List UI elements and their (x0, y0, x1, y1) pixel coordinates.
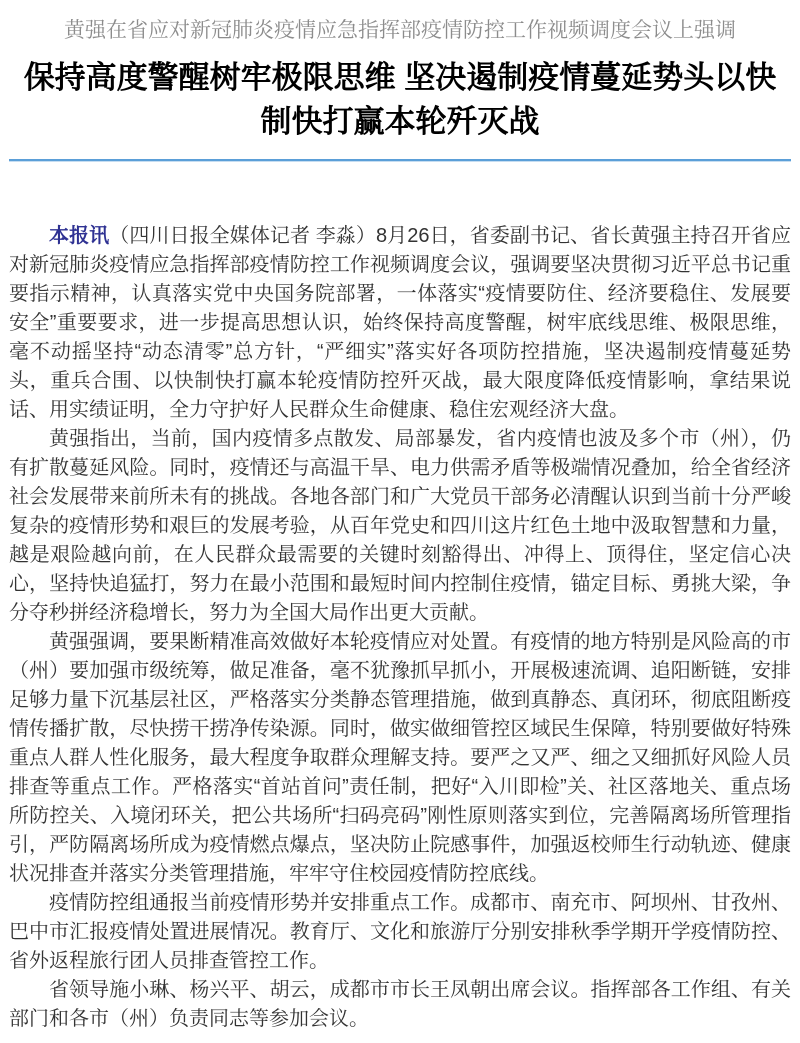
paragraph: 黄强强调，要果断精准高效做好本轮疫情应对处置。有疫情的地方特别是风险高的市（州）要加强市级统筹，做足准备，毫不犹豫抓早抓小，开展极速流调、追阳断链，安排足够力量下沉基层社区，严格落实分类静态管理措施，做到真静态、真闭环，彻底阻断疫情传播扩散，尽快捞干捞净传染源。同时，做实做细管控区域民生保障，特别要做好特殊重点人群人性化服务，最大程度争取群众理解支持。要严之又严、细之又细抓好风险人员排查等重点工作。严格落实“首站首问”责任制，把好“入川即检”关、社区落地关、重点场所防控关、入境闭环关，把公共场所“扫码亮码”刚性原则落实到位，完善隔离场所管理指引，严防隔离场所成为疫情燃点爆点，坚决防止院感事件，加强返校师生行动轨迹、健康状况排查并落实分类管理措施，牢牢守住校园疫情防控底线。 (9, 631, 791, 886)
article-page (0, 17, 800, 1043)
paragraph: 疫情防控组通报当前疫情形势并安排重点工作。成都市、南充市、阿坝州、甘孜州、巴中市汇报疫情处置进展情况。教育厅、文化和旅游厅分别安排秋季学期开学疫情防控、省外返程旅行团人员排查管控工作。 (9, 892, 791, 973)
kicker-line: 黄强在省应对新冠肺炎疫情应急指挥部疫情防控工作视频调度会议上强调 (64, 19, 736, 42)
paragraph-lead-text: （四川日报全媒体记者 李淼）8月26日，省委副书记、省长黄强主持召开省应对新冠肺炎疫情应急指挥部疫情防控工作视频调度会议，强调要坚决贯彻习近平总书记重要指示精神，认真落实党中央国务院部署，一体落实“疫情要防住、经济要稳住、发展要安全”重要要求，进一步提高思想认识，始终保持高度警醒，树牢底线思维、极限思维，毫不动摇坚持“动态清零”总方针，“严细实”落实好各项防控措施，坚决遏制疫情蔓延势头，重兵合围、以快制快打赢本轮疫情防控歼灭战，最大限度降低疫情影响，拿结果说话、用实绩证明，全力守护好人民群众生命健康、稳住宏观经济大盘。 (9, 225, 791, 422)
paragraph: 黄强指出，当前，国内疫情多点散发、局部暴发，省内疫情也波及多个市（州），仍有扩散蔓延风险。同时，疫情还与高温干旱、电力供需矛盾等极端情况叠加，给全省经济社会发展带来前所未有的挑战。各地各部门和广大党员干部务必清醒认识到当前十分严峻复杂的疫情形势和艰巨的发展考验，从百年党史和四川这片红色土地中汲取智慧和力量，越是艰险越向前，在人民群众最需要的关键时刻豁得出、冲得上、顶得住，坚定信心决心，坚持快追猛打，努力在最小范围和最短时间内控制住疫情，锚定目标、勇挑大梁，争分夺秒拼经济稳增长，努力为全国大局作出更大贡献。 (9, 428, 791, 625)
article-body (9, 222, 791, 1034)
byline-label: 本报讯 (49, 225, 110, 248)
paragraph: 省领导施小琳、杨兴平、胡云，成都市市长王凤朝出席会议。指挥部各工作组、有关部门和各市（州）负责同志等参加会议。 (9, 979, 791, 1031)
headline-divider (9, 159, 791, 161)
paragraph-lead (9, 222, 791, 425)
headline: 保持高度警醒树牢极限思维 坚决遏制疫情蔓延势头以快制快打赢本轮歼灭战 (23, 60, 777, 140)
